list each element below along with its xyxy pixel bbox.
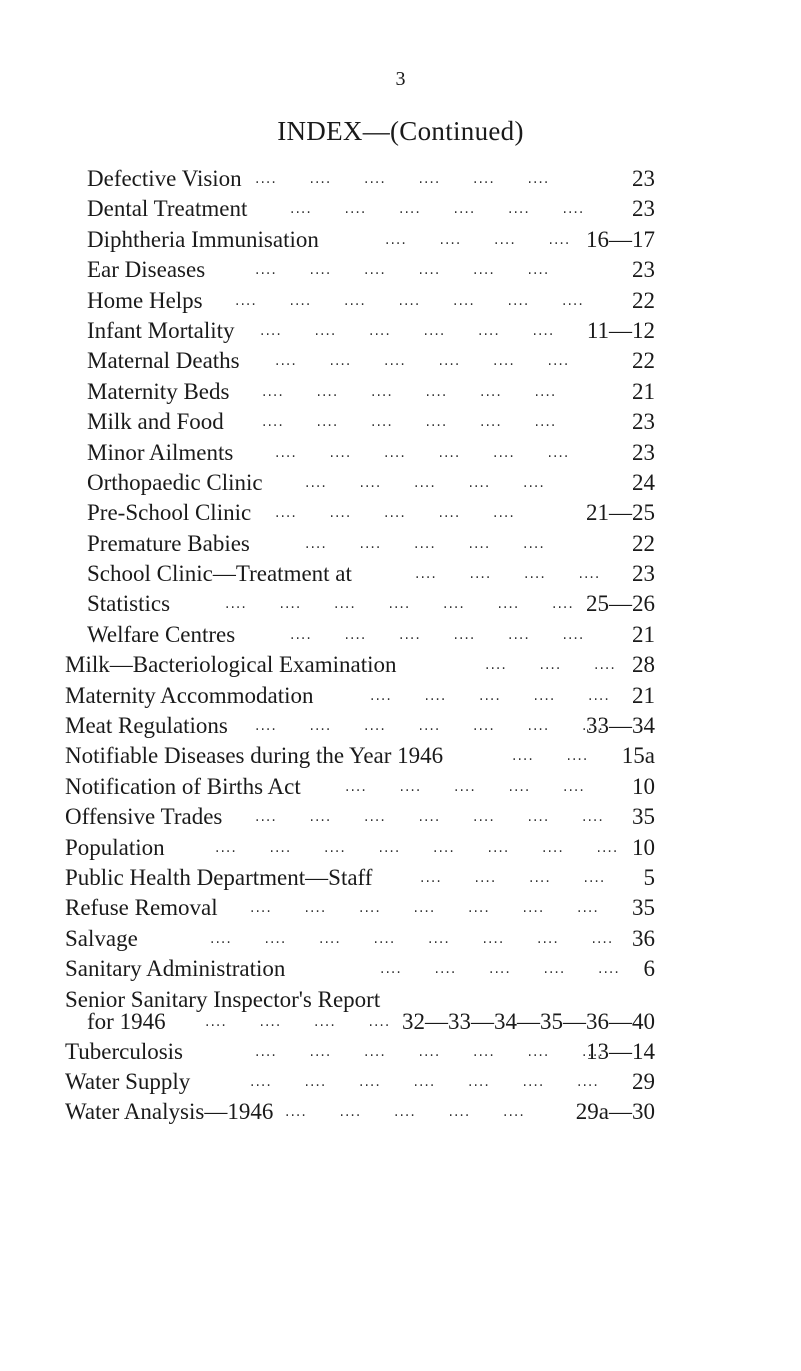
entry-label: Infant Mortality [87, 317, 235, 343]
index-entry: Sanitary Administration .... .... .... .... .... 6 [0, 954, 801, 984]
index-entry: Notification of Births Act .... .... .... .... .... 10 [0, 772, 801, 802]
index-entry: Water Analysis—1946 .... .... .... .... .... 29a—30 [0, 1097, 801, 1127]
entry-page: 23 [632, 196, 655, 222]
entry-label: Welfare Centres [87, 621, 236, 647]
entry-label: Refuse Removal [65, 895, 218, 921]
index-entry: Maternal Deaths .... .... .... .... .... .... 22 [0, 346, 801, 376]
index-entry: Dental Treatment .... .... .... .... .... .... 23 [0, 194, 801, 224]
entry-label: Minor Ailments [87, 439, 234, 465]
index-entry: Infant Mortality .... .... .... .... .... .... 11—12 [0, 316, 801, 346]
index-entry: Minor Ailments .... .... .... .... .... .... 23 [0, 438, 801, 468]
entry-label: Dental Treatment [87, 196, 248, 222]
index-entry: Refuse Removal .... .... .... .... .... .... .... 35 [0, 893, 801, 923]
index-entry: Notifiable Diseases during the Year 1946 .... .... 15a [0, 741, 801, 771]
index-entry: Welfare Centres .... .... .... .... .... .... 21 [0, 620, 801, 650]
index-entry: Offensive Trades .... .... .... .... .... .... .... 35 [0, 802, 801, 832]
index-entry: Water Supply .... .... .... .... .... .... .... 29 [0, 1067, 801, 1097]
entry-page: 35 [632, 895, 655, 921]
index-entry: Milk—Bacteriological Examination .... .... .... 28 [0, 650, 801, 680]
index-entry: Statistics .... .... .... .... .... .... .... 25—26 [0, 589, 801, 619]
index-entry: Ear Diseases .... .... .... .... .... .... 23 [0, 255, 801, 285]
index-entry: School Clinic—Treatment at .... .... .... .... 23 [0, 559, 801, 589]
entry-label: Milk—Bacteriological Examination [65, 652, 397, 678]
entry-page: 29 [632, 1068, 655, 1094]
entry-label: School Clinic—Treatment at [87, 561, 352, 587]
index-list [0, 164, 801, 1128]
entry-page: 16—17 [586, 226, 655, 252]
entry-page: 21 [632, 621, 655, 647]
entry-page: 21—25 [586, 500, 655, 526]
entry-page: 15a [621, 743, 655, 769]
entry-label: Statistics [87, 591, 171, 617]
entry-label: Defective Vision [87, 166, 242, 191]
index-entry: Milk and Food .... .... .... .... .... .... 23 [0, 407, 801, 437]
entry-label: Tuberculosis [65, 1038, 183, 1064]
entry-label: Milk and Food [87, 409, 224, 435]
entry-label: Sanitary Administration [65, 956, 286, 982]
entry-label: Water Supply [65, 1068, 191, 1094]
entry-page: 36 [632, 925, 655, 951]
index-entry: Senior Sanitary Inspector's Report for 1946 .... .... .... .... 32—33—34—35—36—40 [0, 985, 801, 1037]
index-entry: Defective Vision .... .... .... .... .... .... 23 [0, 164, 801, 194]
entry-label-continued: for 1946 [87, 1008, 166, 1034]
index-entry: Maternity Beds .... .... .... .... .... .... 21 [0, 377, 801, 407]
entry-label: Maternal Deaths [87, 348, 240, 374]
index-entry: Tuberculosis .... .... .... .... .... .... .... 13—14 [0, 1037, 801, 1067]
entry-label: Notification of Births Act [65, 773, 301, 799]
index-entry: Population .... .... .... .... .... .... .... .... 10 [0, 833, 801, 863]
page-number: 3 [395, 68, 406, 90]
entry-page: 23 [632, 439, 655, 465]
entry-label: Premature Babies [87, 530, 250, 556]
entry-label: Public Health Department—Staff [65, 864, 373, 890]
index-entry: Home Helps .... .... .... .... .... .... .... 22 [0, 286, 801, 316]
entry-label: Home Helps [87, 287, 203, 313]
entry-page: 24 [632, 469, 655, 495]
index-entry: Diphtheria Immunisation .... .... .... .... 16—17 [0, 225, 801, 255]
entry-label: Offensive Trades [65, 804, 223, 830]
entry-page: 33—34 [586, 713, 655, 739]
entry-label: Meat Regulations [65, 713, 228, 739]
entry-page: 25—26 [586, 591, 655, 617]
index-entry: Maternity Accommodation .... .... .... .... .... 21 [0, 681, 801, 711]
entry-page: 21 [632, 378, 655, 404]
entry-page: 29a—30 [575, 1099, 655, 1125]
entry-label: Water Analysis—1946 [65, 1099, 274, 1125]
entry-page: 23 [632, 257, 655, 283]
index-entry: Meat Regulations .... .... .... .... .... .... .... 33—34 [0, 711, 801, 741]
entry-label: Notifiable Diseases during the Year 1946 [65, 743, 444, 769]
index-entry: Pre-School Clinic .... .... .... .... .... 21—25 [0, 498, 801, 528]
entry-page: 13—14 [586, 1038, 655, 1064]
entry-page: 10 [632, 834, 655, 860]
entry-page: 22 [632, 287, 655, 313]
index-entry: Salvage .... .... .... .... .... .... .... .... 36 [0, 924, 801, 954]
index-entry: Premature Babies .... .... .... .... .... 22 [0, 529, 801, 559]
entry-page: 35 [632, 804, 655, 830]
entry-page: 22 [632, 530, 655, 556]
entry-label: Pre-School Clinic [87, 500, 252, 526]
index-entry: Orthopaedic Clinic .... .... .... .... .... 24 [0, 468, 801, 498]
entry-label: Maternity Beds [87, 378, 230, 404]
entry-label: Diphtheria Immunisation [87, 226, 319, 252]
entry-page: 6 [643, 956, 655, 982]
entry-page: 23 [632, 409, 655, 435]
entry-page: 23 [632, 561, 655, 587]
entry-page: 32—33—34—35—36—40 [402, 1008, 655, 1034]
entry-label: Salvage [65, 925, 138, 951]
entry-page: 23 [632, 166, 655, 191]
entry-label: Senior Sanitary Inspector's Report [65, 986, 381, 1012]
entry-page: 21 [632, 682, 655, 708]
entry-label: Ear Diseases [87, 257, 206, 283]
entry-label: Maternity Accommodation [65, 682, 314, 708]
entry-page: 22 [632, 348, 655, 374]
page-title: INDEX—(Continued) [277, 116, 524, 146]
index-entry: Public Health Department—Staff .... .... .... .... 5 [0, 863, 801, 893]
entry-page: 5 [643, 864, 655, 890]
entry-label: Population [65, 834, 165, 860]
entry-page: 28 [632, 652, 655, 678]
entry-label: Orthopaedic Clinic [87, 469, 263, 495]
entry-page: 11—12 [586, 317, 655, 343]
entry-page: 10 [632, 773, 655, 799]
